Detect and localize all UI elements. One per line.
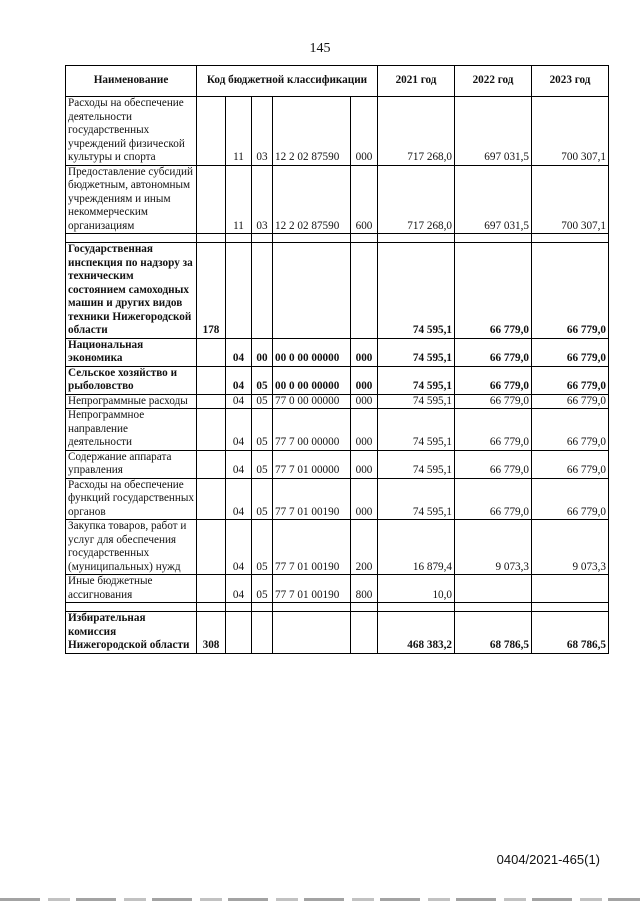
row-name: Избирательная комиссия Нижегородской области <box>66 612 197 654</box>
row-2023: 66 779,0 <box>532 478 609 520</box>
row-2022: 9 073,3 <box>455 520 532 575</box>
row-2022: 66 779,0 <box>455 450 532 478</box>
table-row <box>66 409 609 451</box>
row-2022: 66 779,0 <box>455 478 532 520</box>
row-rz: 04 <box>226 338 252 366</box>
row-pr <box>252 243 273 339</box>
row-2021: 74 595,1 <box>378 338 455 366</box>
table-row <box>66 520 609 575</box>
row-rz: 04 <box>226 575 252 603</box>
row-gr <box>197 338 226 366</box>
row-pr: 05 <box>252 478 273 520</box>
row-2022: 697 031,5 <box>455 165 532 234</box>
row-csr: 77 7 01 00000 <box>273 450 351 478</box>
row-pr: 03 <box>252 97 273 166</box>
row-2021: 717 268,0 <box>378 97 455 166</box>
row-pr: 05 <box>252 394 273 409</box>
row-gr <box>197 165 226 234</box>
row-2023: 66 779,0 <box>532 243 609 339</box>
row-rz: 04 <box>226 450 252 478</box>
row-rz <box>226 612 252 654</box>
row-rz: 04 <box>226 478 252 520</box>
row-csr: 12 2 02 87590 <box>273 165 351 234</box>
row-2022: 66 779,0 <box>455 394 532 409</box>
row-2021: 10,0 <box>378 575 455 603</box>
row-2022: 68 786,5 <box>455 612 532 654</box>
row-pr: 00 <box>252 338 273 366</box>
row-csr: 00 0 00 00000 <box>273 366 351 394</box>
row-pr: 05 <box>252 575 273 603</box>
row-2023: 68 786,5 <box>532 612 609 654</box>
row-2023: 9 073,3 <box>532 520 609 575</box>
row-vr: 000 <box>351 97 378 166</box>
row-2023: 700 307,1 <box>532 97 609 166</box>
row-vr <box>351 243 378 339</box>
row-csr: 00 0 00 00000 <box>273 338 351 366</box>
row-csr <box>273 243 351 339</box>
row-2023 <box>532 575 609 603</box>
row-rz: 04 <box>226 366 252 394</box>
row-gr <box>197 366 226 394</box>
row-2021: 74 595,1 <box>378 409 455 451</box>
table-header-row <box>66 66 609 97</box>
header-2021: 2021 год <box>378 66 455 97</box>
row-vr: 000 <box>351 450 378 478</box>
row-name: Расходы на обеспечение функций государственных органов <box>66 478 197 520</box>
row-vr: 000 <box>351 338 378 366</box>
row-2022: 66 779,0 <box>455 338 532 366</box>
row-csr: 77 7 01 00190 <box>273 520 351 575</box>
document-id: 0404/2021-465(1) <box>496 852 600 867</box>
row-vr <box>351 612 378 654</box>
row-csr: 77 7 01 00190 <box>273 575 351 603</box>
budget-table <box>65 65 609 654</box>
row-gr <box>197 97 226 166</box>
table-row <box>66 165 609 234</box>
row-gr <box>197 394 226 409</box>
row-pr: 05 <box>252 366 273 394</box>
page-number: 145 <box>309 41 331 56</box>
table-row <box>66 575 609 603</box>
row-name: Национальная экономика <box>66 338 197 366</box>
row-2021: 468 383,2 <box>378 612 455 654</box>
row-2023: 66 779,0 <box>532 450 609 478</box>
row-2023: 66 779,0 <box>532 394 609 409</box>
row-vr: 000 <box>351 478 378 520</box>
table-row <box>66 478 609 520</box>
row-2022 <box>455 575 532 603</box>
row-2021: 717 268,0 <box>378 165 455 234</box>
row-gr <box>197 478 226 520</box>
table-row <box>66 450 609 478</box>
row-csr: 77 7 01 00190 <box>273 478 351 520</box>
header-2023: 2023 год <box>532 66 609 97</box>
table-row <box>66 394 609 409</box>
row-csr <box>273 612 351 654</box>
row-vr: 000 <box>351 394 378 409</box>
row-gr: 308 <box>197 612 226 654</box>
row-2021: 74 595,1 <box>378 366 455 394</box>
row-gr <box>197 450 226 478</box>
row-name: Закупка товаров, работ и услуг для обеспечения государственных (муниципальных) нужд <box>66 520 197 575</box>
spacer-row <box>66 234 609 243</box>
table-row <box>66 338 609 366</box>
table-row <box>66 366 609 394</box>
row-name: Иные бюджетные ассигнования <box>66 575 197 603</box>
table-row <box>66 97 609 166</box>
row-rz: 04 <box>226 394 252 409</box>
row-2022: 697 031,5 <box>455 97 532 166</box>
row-vr: 800 <box>351 575 378 603</box>
row-name: Расходы на обеспечение деятельности государственных учреждений физической культуры и спорта <box>66 97 197 166</box>
row-rz: 04 <box>226 520 252 575</box>
header-name: Наименование <box>66 66 197 97</box>
row-2021: 74 595,1 <box>378 478 455 520</box>
row-gr: 178 <box>197 243 226 339</box>
row-rz: 11 <box>226 165 252 234</box>
row-rz: 04 <box>226 409 252 451</box>
row-vr: 000 <box>351 366 378 394</box>
row-csr: 77 7 00 00000 <box>273 409 351 451</box>
row-pr <box>252 612 273 654</box>
row-2023: 66 779,0 <box>532 409 609 451</box>
row-name: Содержание аппарата управления <box>66 450 197 478</box>
row-pr: 05 <box>252 520 273 575</box>
row-rz: 11 <box>226 97 252 166</box>
row-name: Непрограммное направление деятельности <box>66 409 197 451</box>
row-name: Предоставление субсидий бюджетным, автономным учреждениям и иным некоммерческим организациям <box>66 165 197 234</box>
header-code: Код бюджетной классификации <box>197 66 378 97</box>
header-2022: 2022 год <box>455 66 532 97</box>
row-2022: 66 779,0 <box>455 243 532 339</box>
row-2021: 74 595,1 <box>378 243 455 339</box>
row-vr: 200 <box>351 520 378 575</box>
row-2023: 66 779,0 <box>532 366 609 394</box>
row-rz <box>226 243 252 339</box>
row-gr <box>197 409 226 451</box>
table-row <box>66 612 609 654</box>
row-2021: 16 879,4 <box>378 520 455 575</box>
row-pr: 05 <box>252 409 273 451</box>
spacer-row <box>66 603 609 612</box>
row-pr: 03 <box>252 165 273 234</box>
scan-edge-line <box>0 898 640 901</box>
row-2021: 74 595,1 <box>378 450 455 478</box>
table-row <box>66 243 609 339</box>
row-csr: 12 2 02 87590 <box>273 97 351 166</box>
row-vr: 000 <box>351 409 378 451</box>
row-csr: 77 0 00 00000 <box>273 394 351 409</box>
row-2023: 700 307,1 <box>532 165 609 234</box>
row-name: Непрограммные расходы <box>66 394 197 409</box>
row-vr: 600 <box>351 165 378 234</box>
row-gr <box>197 520 226 575</box>
row-2022: 66 779,0 <box>455 409 532 451</box>
row-2021: 74 595,1 <box>378 394 455 409</box>
row-2022: 66 779,0 <box>455 366 532 394</box>
row-name: Сельское хозяйство и рыболовство <box>66 366 197 394</box>
row-name: Государственная инспекция по надзору за техническим состоянием самоходных машин и других видов техники Нижегородской области <box>66 243 197 339</box>
row-gr <box>197 575 226 603</box>
row-pr: 05 <box>252 450 273 478</box>
row-2023: 66 779,0 <box>532 338 609 366</box>
